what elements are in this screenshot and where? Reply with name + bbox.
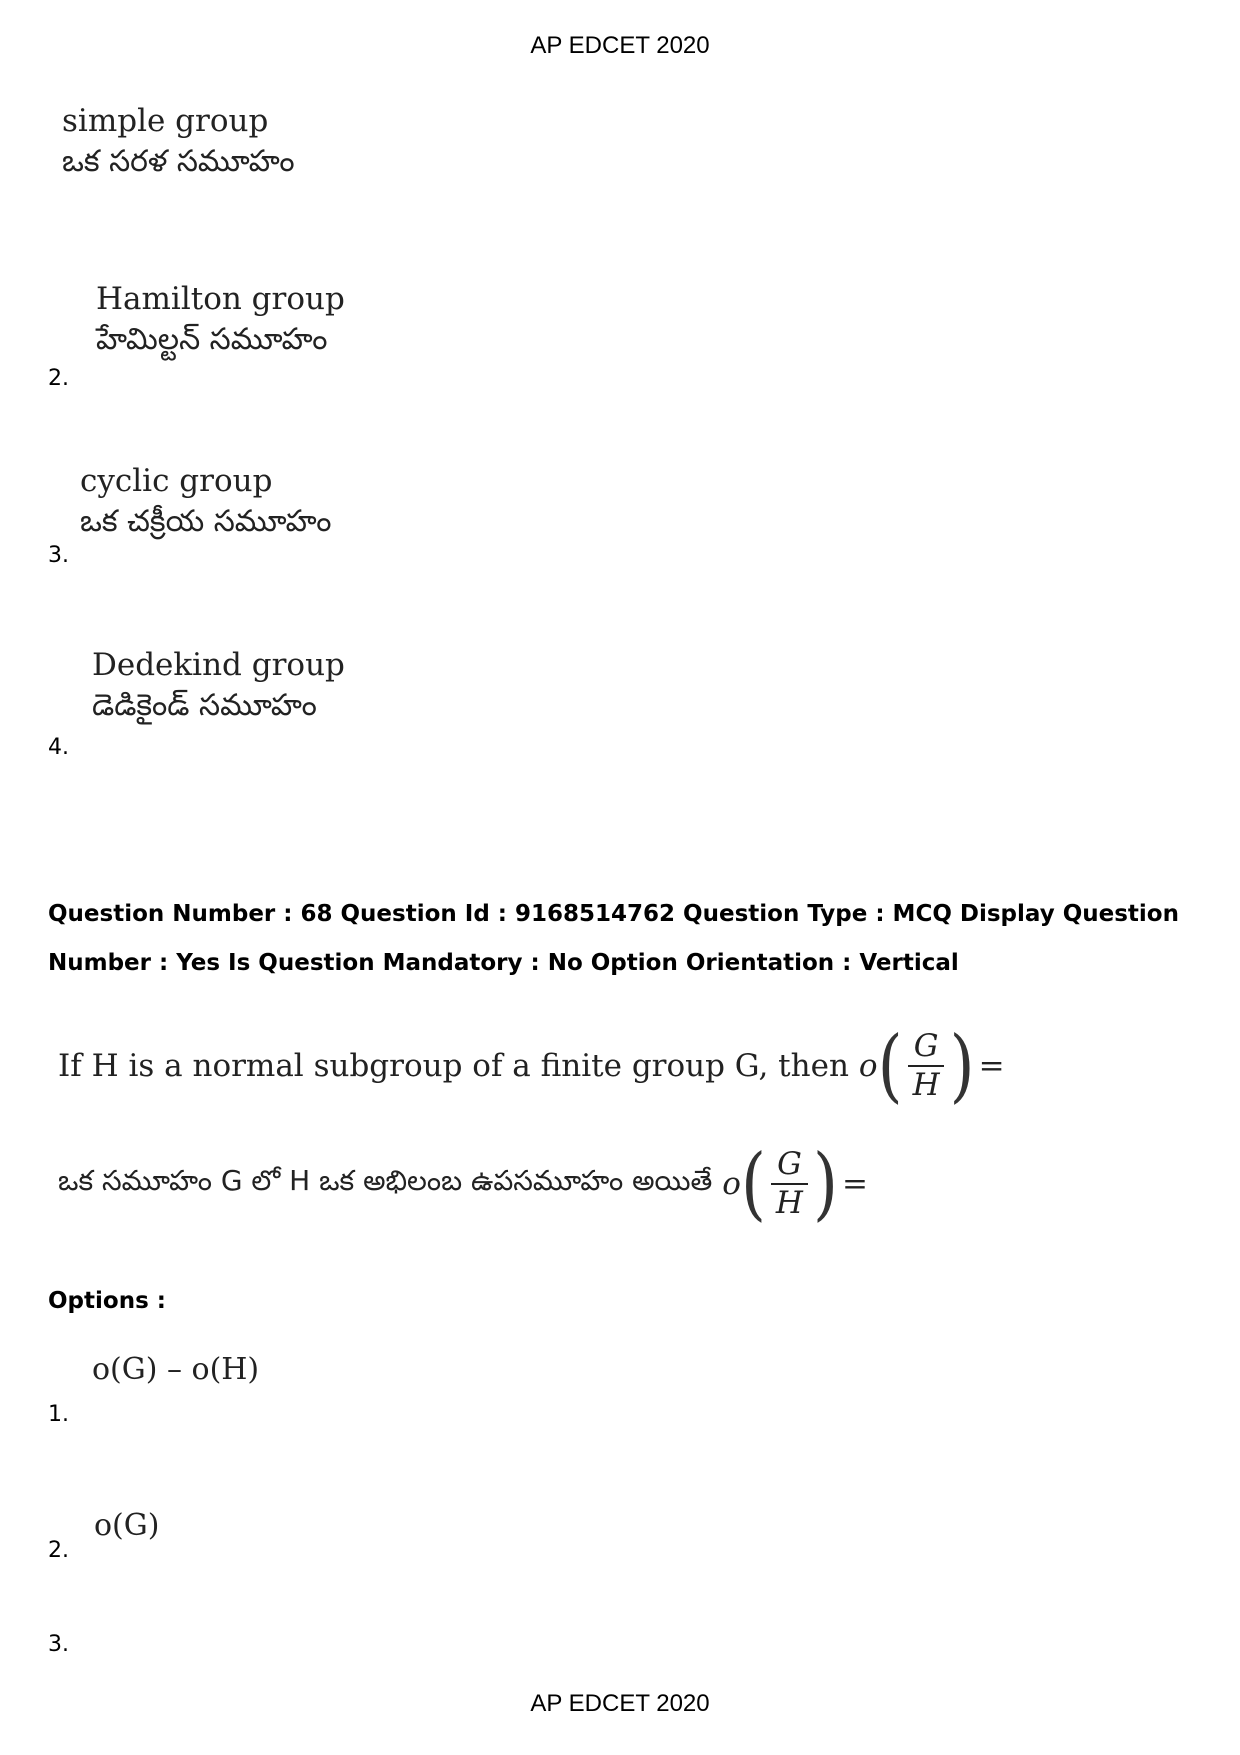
prev-option-4-telugu: డెడికైండ్ సమూహం <box>92 688 317 724</box>
prev-option-1-english: simple group <box>62 103 269 139</box>
equals-sign: = <box>978 1048 1005 1085</box>
fraction-denominator: H <box>912 1067 940 1104</box>
prev-option-2 <box>96 282 345 358</box>
question-text-telugu <box>58 1137 868 1231</box>
order-symbol: o <box>858 1048 878 1085</box>
fraction-numerator: G <box>771 1146 808 1185</box>
fraction <box>907 1028 946 1104</box>
prev-option-2-number: 2. <box>48 366 69 391</box>
prev-option-4-number: 4. <box>48 735 69 760</box>
equals-sign: = <box>841 1166 868 1203</box>
prev-option-3-number: 3. <box>48 543 69 568</box>
page-footer: AP EDCET 2020 <box>530 1690 710 1717</box>
option-2-number: 2. <box>48 1538 69 1563</box>
fraction-numerator: G <box>908 1028 945 1067</box>
fraction <box>770 1146 809 1222</box>
options-label: Options : <box>48 1288 166 1314</box>
question-telugu-text: ఒక సమూహం G లో H ఒక అభిలంబ ఉపసమూహం అయితే <box>58 1164 713 1198</box>
question-text-english <box>58 1019 1005 1113</box>
order-symbol: o <box>722 1166 741 1203</box>
prev-option-3-telugu: ఒక చక్రీయ సమూహం <box>80 504 332 540</box>
question-english-text: If H is a normal subgroup of a finite group G, then <box>58 1048 849 1085</box>
right-paren: ) <box>949 1019 975 1113</box>
question-meta-line-1: Question Number : 68 Question Id : 9168514762 Question Type : MCQ Display Question <box>48 901 1179 927</box>
prev-option-3 <box>80 464 331 540</box>
left-paren: ( <box>740 1137 766 1231</box>
option-2-text: o(G) <box>94 1508 160 1543</box>
prev-option-1 <box>62 104 295 180</box>
order-quotient-formula <box>858 1019 1005 1113</box>
right-paren: ) <box>812 1137 838 1231</box>
question-meta-line-2: Number : Yes Is Question Mandatory : No Option Orientation : Vertical <box>48 950 959 976</box>
prev-option-4-english: Dedekind group <box>92 647 345 683</box>
prev-option-4 <box>92 648 345 724</box>
fraction-denominator: H <box>775 1185 803 1222</box>
prev-option-2-telugu: హేమిల్టన్ సమూహం <box>96 322 328 358</box>
prev-option-1-telugu: ఒక సరళ సమూహం <box>62 144 295 180</box>
prev-option-2-english: Hamilton group <box>96 281 345 317</box>
page-header: AP EDCET 2020 <box>530 32 710 59</box>
option-1-number: 1. <box>48 1402 69 1427</box>
left-paren: ( <box>877 1019 903 1113</box>
question-metadata <box>48 890 1198 988</box>
option-1-text: o(G) – o(H) <box>92 1352 260 1387</box>
order-quotient-formula-telugu <box>722 1137 868 1231</box>
prev-option-3-english: cyclic group <box>80 463 273 499</box>
option-3-number: 3. <box>48 1632 69 1657</box>
